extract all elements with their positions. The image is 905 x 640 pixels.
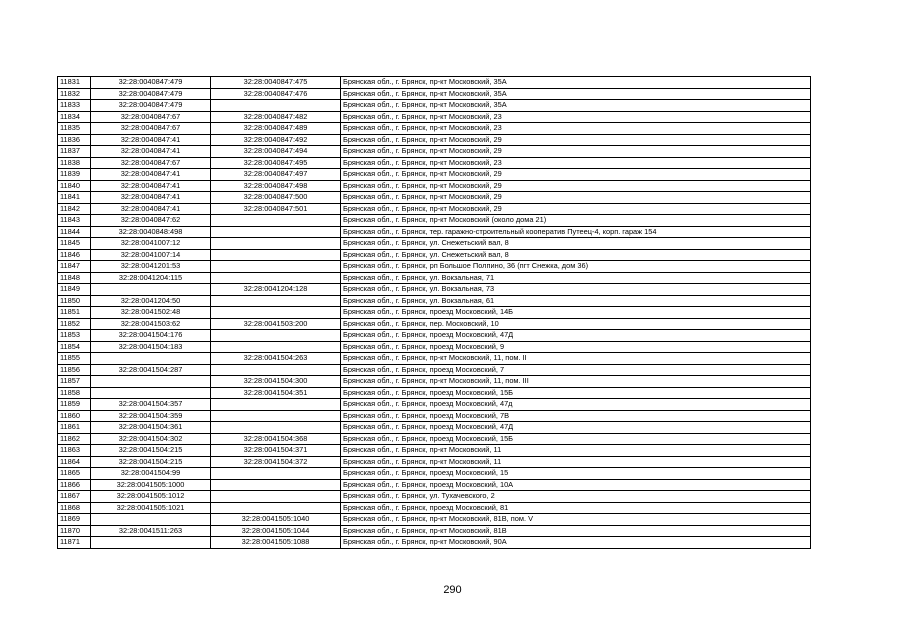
table-row [58,307,811,319]
table-row [58,387,811,399]
object-cadastral-number-cell: 32:28:0040847:495 [211,157,341,169]
row-number-cell: 11855 [58,353,91,365]
cadastral-number-cell: 32:28:0040847:479 [91,88,211,100]
table-row [58,491,811,503]
row-number-cell: 11841 [58,192,91,204]
object-cadastral-number-cell: 32:28:0041505:1040 [211,514,341,526]
cadastral-number-cell: 32:28:0041504:357 [91,399,211,411]
table-row [58,514,811,526]
table-row [58,445,811,457]
table-row [58,318,811,330]
object-cadastral-number-cell: 32:28:0041504:351 [211,387,341,399]
row-number-cell: 11835 [58,123,91,135]
table-row [58,111,811,123]
table-row [58,364,811,376]
table-row [58,295,811,307]
object-cadastral-number-cell: 32:28:0041504:371 [211,445,341,457]
table-row [58,77,811,89]
row-number-cell: 11869 [58,514,91,526]
address-cell: Брянская обл., г. Брянск, пр-кт Московский (около дома 21) [341,215,811,227]
table-row [58,169,811,181]
table-row [58,134,811,146]
cadastral-number-cell: 32:28:0040847:67 [91,111,211,123]
cadastral-number-cell: 32:28:0041504:215 [91,445,211,457]
cadastral-register-table [57,76,811,549]
address-cell: Брянская обл., г. Брянск, проезд Московский, 7 [341,364,811,376]
address-cell: Брянская обл., г. Брянск, пр-кт Московский, 29 [341,169,811,181]
object-cadastral-number-cell [211,341,341,353]
table-row [58,376,811,388]
row-number-cell: 11850 [58,295,91,307]
object-cadastral-number-cell [211,272,341,284]
row-number-cell: 11857 [58,376,91,388]
address-cell: Брянская обл., г. Брянск, пр-кт Московский, 29 [341,146,811,158]
row-number-cell: 11834 [58,111,91,123]
address-cell: Брянская обл., г. Брянск, пр-кт Московский, 35А [341,100,811,112]
row-number-cell: 11838 [58,157,91,169]
cadastral-number-cell: 32:28:0041511:263 [91,525,211,537]
address-cell: Брянская обл., г. Брянск, пр-кт Московский, 11 [341,456,811,468]
cadastral-number-cell: 32:28:0040847:41 [91,169,211,181]
row-number-cell: 11854 [58,341,91,353]
row-number-cell: 11860 [58,410,91,422]
address-cell: Брянская обл., г. Брянск, ул. Снежетьский вал, 8 [341,249,811,261]
cadastral-number-cell: 32:28:0041504:215 [91,456,211,468]
table-row [58,192,811,204]
address-cell: Брянская обл., г. Брянск, проезд Московский, 81 [341,502,811,514]
cadastral-number-cell: 32:28:0041007:14 [91,249,211,261]
object-cadastral-number-cell: 32:28:0040847:500 [211,192,341,204]
cadastral-number-cell: 32:28:0041504:176 [91,330,211,342]
cadastral-number-cell: 32:28:0040847:41 [91,146,211,158]
row-number-cell: 11843 [58,215,91,227]
cadastral-number-cell: 32:28:0040847:67 [91,157,211,169]
table-row [58,284,811,296]
address-cell: Брянская обл., г. Брянск, пр-кт Московский, 35А [341,88,811,100]
address-cell: Брянская обл., г. Брянск, пр-кт Московский, 29 [341,180,811,192]
row-number-cell: 11859 [58,399,91,411]
cadastral-number-cell: 32:28:0040847:62 [91,215,211,227]
address-cell: Брянская обл., г. Брянск, проезд Московский, 47д [341,399,811,411]
row-number-cell: 11839 [58,169,91,181]
row-number-cell: 11864 [58,456,91,468]
address-cell: Брянская обл., г. Брянск, проезд Московский, 9 [341,341,811,353]
cadastral-number-cell: 32:28:0041504:99 [91,468,211,480]
table-row [58,100,811,112]
table-row [58,525,811,537]
cadastral-number-cell: 32:28:0041504:359 [91,410,211,422]
object-cadastral-number-cell: 32:28:0041204:128 [211,284,341,296]
cadastral-number-cell: 32:28:0041505:1021 [91,502,211,514]
object-cadastral-number-cell: 32:28:0040847:475 [211,77,341,89]
address-cell: Брянская обл., г. Брянск, ул. Тухачевского, 2 [341,491,811,503]
cadastral-number-cell: 32:28:0041505:1012 [91,491,211,503]
table-row [58,88,811,100]
address-cell: Брянская обл., г. Брянск, пр-кт Московский, 23 [341,123,811,135]
cadastral-number-cell: 32:28:0041504:287 [91,364,211,376]
cadastral-number-cell: 32:28:0041505:1000 [91,479,211,491]
address-cell: Брянская обл., г. Брянск, пр-кт Московский, 23 [341,111,811,123]
row-number-cell: 11846 [58,249,91,261]
cadastral-number-cell: 32:28:0041201:53 [91,261,211,273]
object-cadastral-number-cell [211,226,341,238]
object-cadastral-number-cell [211,100,341,112]
object-cadastral-number-cell [211,502,341,514]
cadastral-number-cell: 32:28:0040847:41 [91,180,211,192]
row-number-cell: 11863 [58,445,91,457]
address-cell: Брянская обл., г. Брянск, пер. Московский, 10 [341,318,811,330]
object-cadastral-number-cell: 32:28:0041504:300 [211,376,341,388]
object-cadastral-number-cell: 32:28:0040847:476 [211,88,341,100]
cadastral-number-cell [91,387,211,399]
cadastral-number-cell: 32:28:0040848:498 [91,226,211,238]
table-row [58,226,811,238]
table-row [58,203,811,215]
address-cell: Брянская обл., г. Брянск, проезд Московский, 47Д [341,422,811,434]
row-number-cell: 11853 [58,330,91,342]
cadastral-number-cell: 32:28:0041504:183 [91,341,211,353]
object-cadastral-number-cell [211,249,341,261]
cadastral-number-cell: 32:28:0041204:115 [91,272,211,284]
cadastral-number-cell: 32:28:0040847:41 [91,134,211,146]
row-number-cell: 11865 [58,468,91,480]
object-cadastral-number-cell [211,307,341,319]
table-row [58,353,811,365]
object-cadastral-number-cell: 32:28:0040847:501 [211,203,341,215]
object-cadastral-number-cell: 32:28:0041505:1088 [211,537,341,549]
page-number: 290 [443,584,462,596]
cadastral-number-cell: 32:28:0040847:41 [91,203,211,215]
object-cadastral-number-cell [211,410,341,422]
row-number-cell: 11870 [58,525,91,537]
object-cadastral-number-cell: 32:28:0041503:200 [211,318,341,330]
table-row [58,330,811,342]
object-cadastral-number-cell: 32:28:0040847:497 [211,169,341,181]
address-cell: Брянская обл., г. Брянск, проезд Московский, 15Б [341,433,811,445]
object-cadastral-number-cell: 32:28:0041504:368 [211,433,341,445]
address-cell: Брянская обл., г. Брянск, ул. Вокзальная, 73 [341,284,811,296]
address-cell: Брянская обл., г. Брянск, пр-кт Московский, 29 [341,203,811,215]
row-number-cell: 11832 [58,88,91,100]
address-cell: Брянская обл., г. Брянск, пр-кт Московский, 81В [341,525,811,537]
table-row [58,422,811,434]
row-number-cell: 11868 [58,502,91,514]
address-cell: Брянская обл., г. Брянск, проезд Московский, 15Б [341,387,811,399]
row-number-cell: 11858 [58,387,91,399]
address-cell: Брянская обл., г. Брянск, пр-кт Московский, 35А [341,77,811,89]
object-cadastral-number-cell: 32:28:0040847:494 [211,146,341,158]
object-cadastral-number-cell [211,238,341,250]
cadastral-number-cell: 32:28:0041503:62 [91,318,211,330]
object-cadastral-number-cell: 32:28:0041504:372 [211,456,341,468]
object-cadastral-number-cell [211,399,341,411]
address-cell: Брянская обл., г. Брянск, проезд Московский, 47Д [341,330,811,342]
address-cell: Брянская обл., г. Брянск, пр-кт Московский, 23 [341,157,811,169]
table-row [58,238,811,250]
row-number-cell: 11848 [58,272,91,284]
row-number-cell: 11856 [58,364,91,376]
row-number-cell: 11861 [58,422,91,434]
table-row [58,468,811,480]
address-cell: Брянская обл., г. Брянск, пр-кт Московский, 29 [341,134,811,146]
cadastral-number-cell: 32:28:0040847:67 [91,123,211,135]
cadastral-number-cell: 32:28:0040847:41 [91,192,211,204]
address-cell: Брянская обл., г. Брянск, ул. Вокзальная, 71 [341,272,811,284]
object-cadastral-number-cell [211,261,341,273]
row-number-cell: 11849 [58,284,91,296]
address-cell: Брянская обл., г. Брянск, пр-кт Московский, 11, пом. III [341,376,811,388]
cadastral-number-cell [91,284,211,296]
address-cell: Брянская обл., г. Брянск, пр-кт Московский, 11 [341,445,811,457]
cadastral-number-cell [91,353,211,365]
cadastral-number-cell: 32:28:0041007:12 [91,238,211,250]
cadastral-number-cell: 32:28:0040847:479 [91,100,211,112]
table-row [58,479,811,491]
row-number-cell: 11837 [58,146,91,158]
row-number-cell: 11844 [58,226,91,238]
cadastral-number-cell: 32:28:0040847:479 [91,77,211,89]
row-number-cell: 11862 [58,433,91,445]
table-row [58,502,811,514]
object-cadastral-number-cell: 32:28:0041505:1044 [211,525,341,537]
address-cell: Брянская обл., г. Брянск, проезд Московский, 7В [341,410,811,422]
cadastral-number-cell: 32:28:0041204:50 [91,295,211,307]
cadastral-number-cell: 32:28:0041504:302 [91,433,211,445]
object-cadastral-number-cell: 32:28:0040847:482 [211,111,341,123]
object-cadastral-number-cell: 32:28:0041504:263 [211,353,341,365]
row-number-cell: 11833 [58,100,91,112]
cadastral-number-cell [91,537,211,549]
address-cell: Брянская обл., г. Брянск, проезд Московский, 10А [341,479,811,491]
address-cell: Брянская обл., г. Брянск, проезд Московский, 15 [341,468,811,480]
cadastral-number-cell [91,376,211,388]
address-cell: Брянская обл., г. Брянск, пр-кт Московский, 81В, пом. V [341,514,811,526]
object-cadastral-number-cell [211,479,341,491]
object-cadastral-number-cell: 32:28:0040847:498 [211,180,341,192]
table-row [58,410,811,422]
cadastral-number-cell: 32:28:0041504:361 [91,422,211,434]
row-number-cell: 11871 [58,537,91,549]
address-cell: Брянская обл., г. Брянск, рп Большое Полпино, 36 (пгт Снежка, дом 36) [341,261,811,273]
row-number-cell: 11851 [58,307,91,319]
object-cadastral-number-cell [211,491,341,503]
object-cadastral-number-cell [211,422,341,434]
address-cell: Брянская обл., г. Брянск, ул. Вокзальная, 61 [341,295,811,307]
object-cadastral-number-cell [211,330,341,342]
table-row [58,341,811,353]
table-row [58,180,811,192]
table-row [58,123,811,135]
address-cell: Брянская обл., г. Брянск, пр-кт Московский, 29 [341,192,811,204]
cadastral-number-cell: 32:28:0041502:48 [91,307,211,319]
address-cell: Брянская обл., г. Брянск, тер. гаражно-строительный кооператив Путеец-4, корп. гараж 154 [341,226,811,238]
row-number-cell: 11842 [58,203,91,215]
table-row [58,399,811,411]
row-number-cell: 11845 [58,238,91,250]
object-cadastral-number-cell [211,295,341,307]
table-row [58,146,811,158]
row-number-cell: 11866 [58,479,91,491]
table-row [58,157,811,169]
object-cadastral-number-cell [211,468,341,480]
cadastral-number-cell [91,514,211,526]
table-row [58,215,811,227]
object-cadastral-number-cell [211,215,341,227]
object-cadastral-number-cell [211,364,341,376]
address-cell: Брянская обл., г. Брянск, пр-кт Московский, 11, пом. II [341,353,811,365]
row-number-cell: 11867 [58,491,91,503]
table-body [58,77,811,549]
table-row [58,537,811,549]
row-number-cell: 11836 [58,134,91,146]
object-cadastral-number-cell: 32:28:0040847:492 [211,134,341,146]
row-number-cell: 11831 [58,77,91,89]
address-cell: Брянская обл., г. Брянск, ул. Снежетьский вал, 8 [341,238,811,250]
row-number-cell: 11840 [58,180,91,192]
table-row [58,433,811,445]
object-cadastral-number-cell: 32:28:0040847:489 [211,123,341,135]
table-row [58,249,811,261]
address-cell: Брянская обл., г. Брянск, пр-кт Московский, 90А [341,537,811,549]
address-cell: Брянская обл., г. Брянск, проезд Московский, 14Б [341,307,811,319]
table-row [58,456,811,468]
table-row [58,261,811,273]
row-number-cell: 11847 [58,261,91,273]
row-number-cell: 11852 [58,318,91,330]
table-row [58,272,811,284]
